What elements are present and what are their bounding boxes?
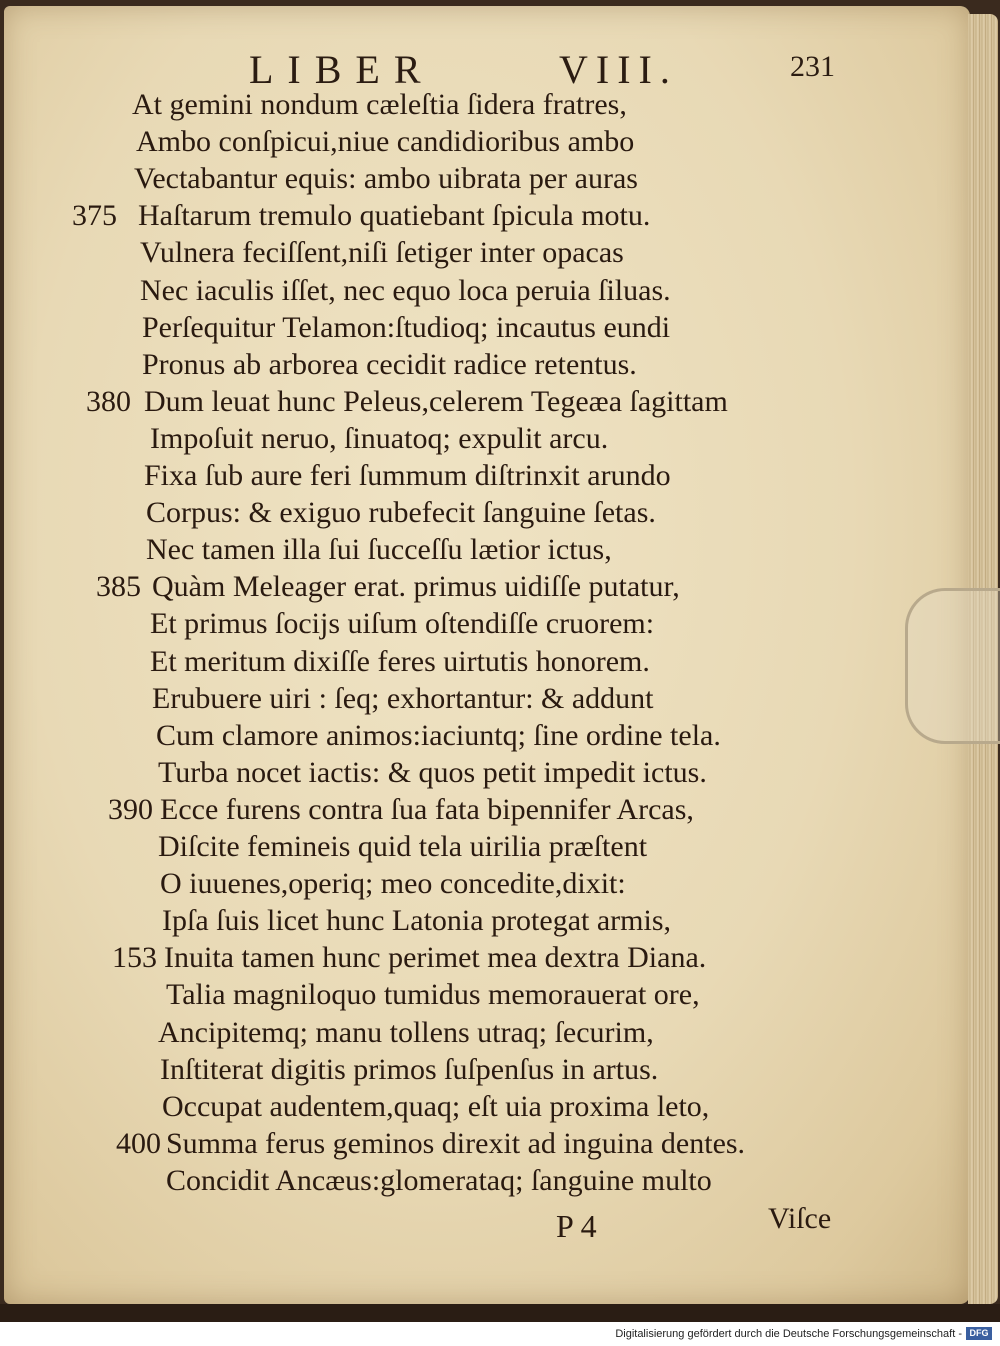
- running-title-book-number: VIII.: [559, 47, 678, 92]
- verse-line: Dum leuat hunc Peleus,celerem Tegeæa ſagittam: [144, 384, 728, 418]
- book-page: [4, 6, 970, 1304]
- verse-line: Talia magniloquo tumidus memorauerat ore,: [166, 978, 700, 1012]
- dfg-logo: DFG: [966, 1327, 992, 1340]
- verse-line: Inuita tamen hunc perimet mea dextra Diana.: [164, 941, 707, 975]
- verse-line: Fixa ſub aure feri ſummum diſtrinxit arundo: [144, 459, 671, 492]
- verse-line-number: 375: [72, 199, 117, 233]
- verse-line: Ipſa ſuis licet hunc Latonia protegat armis,: [162, 904, 672, 938]
- verse-line: Nec tamen illa ſui ſucceſſu lætior ictus,: [146, 533, 612, 567]
- verse-line: O iuuenes,operiq; meo concedite,dixit:: [160, 867, 626, 901]
- verse-line-number: 385: [96, 570, 141, 604]
- verse-line: Perſequitur Telamon:ſtudioq; incautus eundi: [142, 310, 671, 344]
- verse-line: Cum clamore animos:iaciuntq; ſine ordine tela.: [156, 718, 721, 752]
- digitization-credit: Digitalisierung gefördert durch die Deutsche Forschungsgemeinschaft -: [615, 1328, 962, 1340]
- verse-line: Quàm Meleager erat. primus uidiſſe putatur,: [152, 570, 680, 604]
- catchword: Viſce: [768, 1202, 832, 1235]
- verse-line: Corpus: & exiguo rubefecit ſanguine ſetas.: [146, 496, 656, 530]
- verse-line-number: 380: [86, 384, 131, 418]
- signature-mark: P 4: [556, 1208, 597, 1244]
- verse-line: Erubuere uiri : ſeq; exhortantur: & addunt: [152, 681, 654, 715]
- verse-line: Et primus ſocijs uiſum oſtendiſſe cruorem:: [150, 607, 655, 641]
- verse-line-number: 153: [112, 941, 157, 975]
- verse-line: Vulnera feciſſent,niſi ſetiger inter opacas: [140, 236, 624, 270]
- verse-line: Turba nocet iactis: & quos petit impedit ictus.: [158, 755, 707, 789]
- verse-line-number: 400: [116, 1126, 161, 1160]
- scan-border: [0, 1304, 1000, 1322]
- verse-line: Impoſuit neruo, ſinuatoq; expulit arcu.: [150, 421, 609, 455]
- verse-line: Concidit Ancæus:glomerataq; ſanguine multo: [166, 1163, 712, 1197]
- running-title: LIBER: [249, 47, 435, 92]
- verse-line: Summa ferus geminos direxit ad inguina dentes.: [166, 1126, 746, 1160]
- verse-line: At gemini nondum cæleſtia ſidera fratres,: [132, 88, 627, 121]
- verse-line: Haſtarum tremulo quatiebant ſpicula motu.: [138, 199, 651, 233]
- verse-line-number: 390: [108, 792, 153, 826]
- page-number: 231: [790, 50, 835, 83]
- verse-line: Ancipitemq; manu tollens utraq; ſecurim,: [158, 1015, 654, 1049]
- verse-line: Vectabantur equis: ambo uibrata per auras: [134, 162, 638, 196]
- verse-line: Inſtiterat digitis primos ſuſpenſus in artus.: [160, 1052, 659, 1086]
- verse-line: Diſcite femineis quid tela uirilia præſtent: [158, 830, 648, 863]
- verse-line: Ambo conſpicui,niue candidioribus ambo: [136, 125, 635, 159]
- book-clasp: [905, 588, 1000, 744]
- verse-line: Pronus ab arborea cecidit radice retentus.: [142, 347, 637, 381]
- verse-line: Nec iaculis iſſet, nec equo loca peruia ſiluas.: [140, 273, 671, 307]
- verse-line: Occupat audentem,quaq; eſt uia proxima leto,: [162, 1089, 710, 1123]
- verse-line: Et meritum dixiſſe feres uirtutis honorem.: [150, 644, 650, 678]
- verse-line: Ecce furens contra ſua fata bipennifer Arcas,: [160, 792, 694, 826]
